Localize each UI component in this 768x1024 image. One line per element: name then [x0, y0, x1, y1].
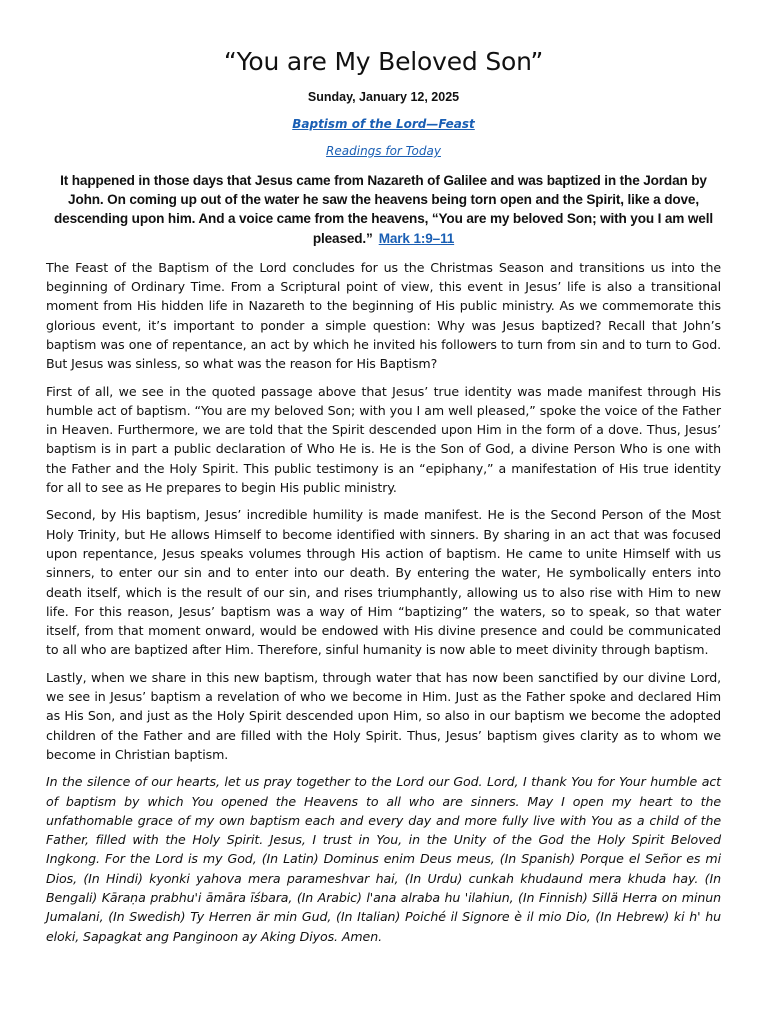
feast-link[interactable]: Baptism of the Lord—Feast — [292, 117, 475, 131]
scripture-quote: It happened in those days that Jesus came from Nazareth of Galilee and was baptized in the Jordan by John. On coming up out of the water he saw the heavens being torn open and the Spirit, like a dove, descending upon him. And a voice came from the heavens, “You are my beloved Son; with you I am well pleased.” — [54, 173, 713, 246]
reflection-date: Sunday, January 12, 2025 — [307, 90, 460, 104]
closing-prayer: In the silence of our hearts, let us pray together to the Lord our God. Lord, I thank You for Your humble act of baptism by which You opened the Heavens to all who are sinners. May I open my heart to the unfathomable grace of my own baptism each and every day and more fully live with You as a child of the Father, filled with the Holy Spirit. Jesus, I trust in You, in the Unity of the God the Holy Spirit Beloved Ingkong. For the Lord is my God, (In Latin) Dominus enim Deus meus, (In Spanish) Porque el Señor es mi Dios, (In Hindi) kyonki yahova mera parameshvar hai, (In Urdu) cunkah khudaund mera khuda hay. (In Bengali) Kāraṇa prabhu'i āmāra īśbara, (In Arabic) l'ana alraba hu 'ilahiun, (In Finnish) Sillä Herra on minun Jumalani, (In Swedish) Ty Herren är min Gud, (In Italian) Poiché il Signore è il mio Dio, (In Hebrew) ki h' hu eloki, Sapagkat ang Panginoon ay Aking Diyos. Amen. — [46, 774, 721, 944]
paragraph-identity: First of all, we see in the quoted passage above that Jesus’ true identity was made manifest through His humble act of baptism. “You are my beloved Son; with you I am well pleased,” spoke the voice of the Father in Heaven. Furthermore, we are told that the Spirit descended upon Him in the form of a dove. Thus, Jesus’ baptism is in part a public declaration of Who He is. He is the Son of God, a divine Person Who is one with the Father and the Holy Spirit. This public testimony is an “epiphany,” a manifestation of His true identity for all to see as He prepares to begin His public ministry. — [46, 383, 721, 496]
paragraph-intro: The Feast of the Baptism of the Lord concludes for us the Christmas Season and transitions us into the beginning of Ordinary Time. From a Scriptural point of view, this event in Jesus’ life is also a transitional moment from His hidden life in Nazareth to the beginning of His public ministry. As we commemorate this glorious event, it’s important to ponder a simple question: Why was Jesus baptized? Recall that John’s baptism was one of repentance, an act by which he invited his followers to turn from sin and to turn to God. But Jesus was sinless, so what was the reason for His Baptism? — [46, 259, 721, 372]
paragraph-humility: Second, by His baptism, Jesus’ incredible humility is made manifest. He is the Second Person of the Most Holy Trinity, but He allows Himself to become identified with sinners. By sharing in an act that was focused upon repentance, Jesus speaks volumes through His action of baptism. He came to unite Himself with us sinners, to enter our sin and to enter into our death. By entering the water, He symbolically enters into death itself, which is the result of our sin, and rises triumphantly, allowing us to also rise with Him to new life. For this reason, Jesus’ baptism was a way of Him “baptizing” the waters, so to speak, so that water itself, from that moment onward, would be endowed with His divine presence and could be communicated to all who are baptized after Him. Therefore, sinful humanity is now able to meet divinity through baptism. — [46, 507, 721, 658]
page-title: “You are My Beloved Son” — [223, 47, 544, 76]
feast-link-line — [46, 116, 721, 132]
paragraph-revelation: Lastly, when we share in this new baptism, through water that has now been sanctified by our divine Lord, we see in Jesus’ baptism a revelation of who we become in Him. Just as the Father spoke and declared Him as His Son, and just as the Holy Spirit descended upon Him, so also in our baptism we become the adopted children of the Father and are filled with the Holy Spirit. Thus, Jesus’ baptism gives clarity as to whom we become in Christian baptism. — [46, 669, 721, 762]
scripture-quote-block — [46, 171, 721, 248]
reflection-body — [46, 258, 721, 946]
scripture-reference-link[interactable]: Mark 1:9–11 — [378, 230, 455, 246]
readings-link-line — [46, 143, 721, 159]
readings-link[interactable]: Readings for Today — [326, 144, 441, 158]
